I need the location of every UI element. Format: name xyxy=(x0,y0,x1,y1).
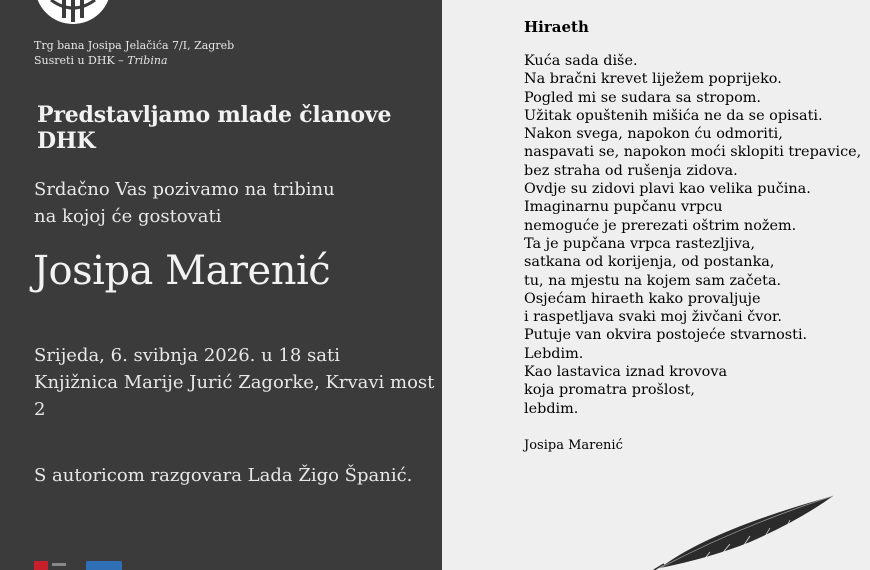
invite-line-1: Srdačno Vas pozivamo na tribinu xyxy=(34,179,335,200)
poem-line: Ta je pupčana vrpca rastezljiva, xyxy=(524,235,756,252)
venue-line: Knjižnica Marije Jurić Zagorke, Krvavi most 2 xyxy=(34,372,435,420)
poem-line: Na bračni krevet liježem poprijeko. xyxy=(524,71,782,88)
poem-line: bez straha od rušenja zidova. xyxy=(524,162,738,179)
invitation-text xyxy=(34,176,335,230)
poem-line: tu, na mjestu na kojem sam začeta. xyxy=(524,272,782,289)
event-headline: Predstavljamo mlade članove DHK xyxy=(37,102,392,154)
poem-line: Imaginarnu pupčanu vrpcu xyxy=(524,199,723,216)
sponsor-logo-text xyxy=(52,563,66,566)
poem-line: lebdim. xyxy=(524,400,579,417)
poem-line: Užitak opuštenih mišića ne da se opisati. xyxy=(524,107,823,124)
poem-line: satkana od korijenja, od postanka, xyxy=(524,254,775,271)
poem-line: Putuje van okvira postojeće stvarnosti. xyxy=(524,327,808,344)
moderator-line: S autoricom razgovara Lada Žigo Španić. xyxy=(34,465,413,486)
series-name: Tribina xyxy=(127,53,168,67)
poem-line: Pogled mi se sudara sa stropom. xyxy=(524,89,762,106)
poem-title: Hiraeth xyxy=(524,18,589,36)
poem-author: Josipa Marenić xyxy=(524,438,623,453)
sponsor-logo-blue xyxy=(86,561,122,570)
guest-name: Josipa Marenić xyxy=(33,248,331,294)
address-block xyxy=(34,39,234,68)
date-line: Srijeda, 6. svibnja 2026. u 18 sati xyxy=(34,345,340,366)
poem-line: koja promatra prošlost, xyxy=(524,382,695,399)
poem-lines xyxy=(524,52,861,418)
poem-line: Kuća sada diše. xyxy=(524,53,638,69)
address-line: Trg bana Josipa Jelačića 7/I, Zagreb xyxy=(34,39,235,52)
poem-line: Kao lastavica iznad krovova xyxy=(524,364,728,381)
feather-quill-icon xyxy=(650,490,835,570)
poem-line: Osjećam hiraeth kako provaljuje xyxy=(524,290,761,307)
invite-line-2: na kojoj će gostovati xyxy=(34,206,222,227)
event-details xyxy=(34,342,442,423)
sponsor-logo-red xyxy=(34,561,48,570)
poem-line: Lebdim. xyxy=(524,345,584,362)
sponsor-logos xyxy=(34,561,122,570)
poem-line: i raspetljava svaki moj živčani čvor. xyxy=(524,309,782,326)
series-line: Susreti u DHK – Tribina xyxy=(34,53,168,67)
dhk-logo-icon xyxy=(33,0,113,28)
poem-line: nemoguće je prerezati oštrim nožem. xyxy=(524,217,797,234)
poem-line: naspavati se, napokon moći sklopiti trepavice, xyxy=(524,144,862,161)
poem-line: Ovdje su zidovi plavi kao velika pučina. xyxy=(524,181,811,198)
poem-line: Nakon svega, napokon ću odmoriti, xyxy=(524,126,783,143)
